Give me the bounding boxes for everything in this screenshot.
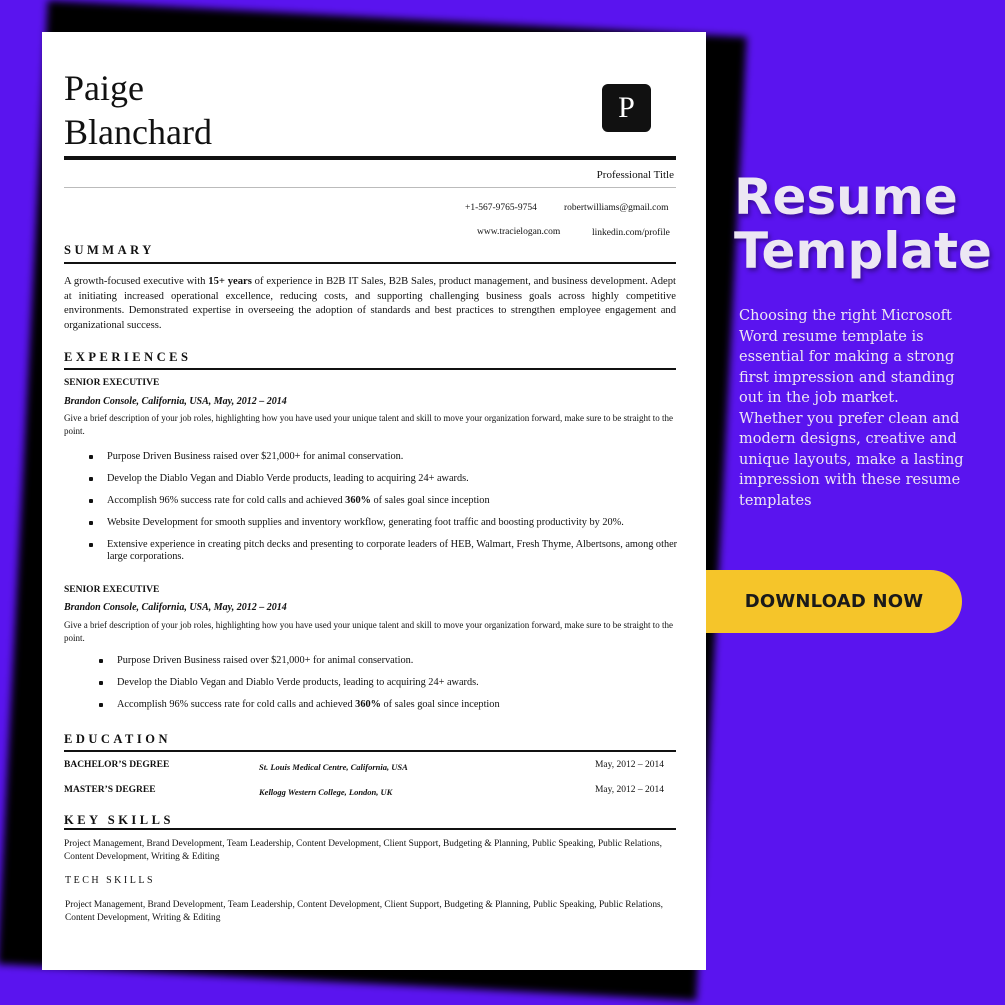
job-bullet-item	[107, 539, 687, 563]
education-degree: MASTER’S DEGREE	[64, 785, 156, 795]
professional-title: Professional Title	[596, 169, 674, 181]
education-school: Kellogg Western College, London, UK	[259, 787, 393, 797]
contact-linkedin: linkedin.com/profile	[592, 228, 670, 238]
tech-skills-heading: TECH SKILLS	[65, 875, 155, 886]
job-title: SENIOR EXECUTIVE	[64, 378, 160, 388]
education-divider	[64, 750, 676, 752]
job-bullet-item	[107, 495, 687, 507]
experiences-heading: EXPERIENCES	[64, 350, 192, 364]
download-now-button[interactable]: DOWNLOAD NOW	[706, 570, 962, 633]
summary-text	[64, 275, 676, 333]
summary-heading: SUMMARY	[64, 243, 155, 257]
bullet-text: Extensive experience in creating pitch decks and presenting to corporate leaders of HEB, Walmart, Fresh Thyme, Albertsons, among other large corporations.	[107, 539, 678, 562]
headline-line: Resume	[734, 168, 958, 226]
summary-highlight: 15+ years	[208, 276, 252, 287]
bullet-text: Develop the Diablo Vegan and Diablo Verde products, leading to acquiring 24+ awards.	[107, 473, 469, 484]
education-dates: May, 2012 – 2014	[594, 760, 664, 770]
summary-part: of experience in B2B IT Sales, B2B Sales, product management, and business development. Adept at initiating increased operational excellence, reducing costs, and supporting challenging business goals across highly competitive environments. Demonstrated expertise in overseeing the adoption of standards and best practices to strengthen employee engagement and organizational success.	[64, 276, 676, 331]
summary-divider	[64, 262, 676, 264]
key-skills-heading: KEY SKILLS	[64, 813, 174, 827]
bullet-text: Develop the Diablo Vegan and Diablo Verde products, leading to acquiring 24+ awards.	[117, 677, 479, 688]
job-bullets	[117, 655, 677, 721]
job-company: Brandon Console, California, USA, May, 2012 – 2014	[64, 396, 287, 407]
job-title: SENIOR EXECUTIVE	[64, 585, 160, 595]
bullet-text: Accomplish 96% success rate for cold calls and achieved	[107, 495, 346, 506]
job-company: Brandon Console, California, USA, May, 2012 – 2014	[64, 602, 287, 613]
job-bullet-item	[107, 517, 687, 529]
bullet-text: Purpose Driven Business raised over $21,000+ for animal conservation.	[107, 451, 404, 462]
education-dates: May, 2012 – 2014	[594, 785, 664, 795]
title-divider	[64, 187, 676, 188]
bullet-icon	[99, 681, 103, 685]
promo-headline	[734, 170, 994, 278]
bullet-icon	[99, 703, 103, 707]
bullet-icon	[89, 499, 93, 503]
job-bullets	[107, 451, 687, 573]
contact-phone: +1-567-9765-9754	[465, 203, 537, 213]
bullet-icon	[99, 659, 103, 663]
bullet-text: Website Development for smooth supplies and inventory workflow, generating foot traffic and boosting productivity by 20%.	[107, 517, 624, 528]
bullet-text: of sales goal since inception	[370, 495, 490, 506]
summary-part: A growth-focused executive with	[64, 276, 209, 287]
last-name: Blanchard	[64, 112, 212, 152]
job-bullet-item	[107, 451, 687, 463]
bullet-text: Purpose Driven Business raised over $21,000+ for animal conservation.	[117, 655, 414, 666]
job-description: Give a brief description of your job roles, highlighting how you have used your unique talent and skill to move your organization forward, make sure to be straight to the point.	[64, 413, 673, 436]
bullet-icon	[89, 543, 93, 547]
headline-line: Template	[734, 222, 992, 280]
bullet-icon	[89, 455, 93, 459]
header-divider	[64, 156, 676, 160]
bullet-highlight: 360%	[345, 495, 371, 506]
job-bullet-item	[107, 473, 687, 485]
bullet-text: of sales goal since inception	[380, 699, 500, 710]
bullet-icon	[89, 477, 93, 481]
bullet-icon	[89, 521, 93, 525]
experiences-divider	[64, 368, 676, 370]
education-heading: EDUCATION	[64, 732, 171, 746]
job-bullet-item	[117, 655, 677, 667]
monogram-logo: P	[602, 84, 651, 132]
resume-page	[42, 32, 706, 970]
contact-email: robertwilliams@gmail.com	[564, 203, 669, 213]
key-skills-divider	[64, 828, 676, 830]
key-skills-text: Project Management, Brand Development, Team Leadership, Content Development, Client Support, Budgeting & Planning, Public Speaking, Public Relations, Content Development, Writing & Editing	[64, 839, 663, 862]
tech-skills-text: Project Management, Brand Development, Team Leadership, Content Development, Client Support, Budgeting & Planning, Public Speaking, Public Relations, Content Development, Writing & Editing	[65, 900, 664, 923]
candidate-name	[64, 66, 212, 154]
promo-description: Choosing the right Microsoft Word resume template is essential for making a strong first impression and standing out in the job market. Whether you prefer clean and modern designs, creative and unique layouts, make a lasting impression with these resume templates	[739, 308, 964, 509]
bullet-highlight: 360%	[355, 699, 381, 710]
education-school: St. Louis Medical Centre, California, USA	[259, 762, 408, 772]
job-bullet-item	[117, 699, 677, 711]
job-description: Give a brief description of your job roles, highlighting how you have used your unique talent and skill to move your organization forward, make sure to be straight to the point.	[64, 620, 673, 643]
bullet-text: Accomplish 96% success rate for cold calls and achieved	[117, 699, 356, 710]
job-bullet-item	[117, 677, 677, 689]
education-degree: BACHELOR’S DEGREE	[64, 760, 170, 770]
contact-website: www.tracielogan.com	[477, 227, 561, 237]
first-name: Paige	[64, 68, 144, 108]
